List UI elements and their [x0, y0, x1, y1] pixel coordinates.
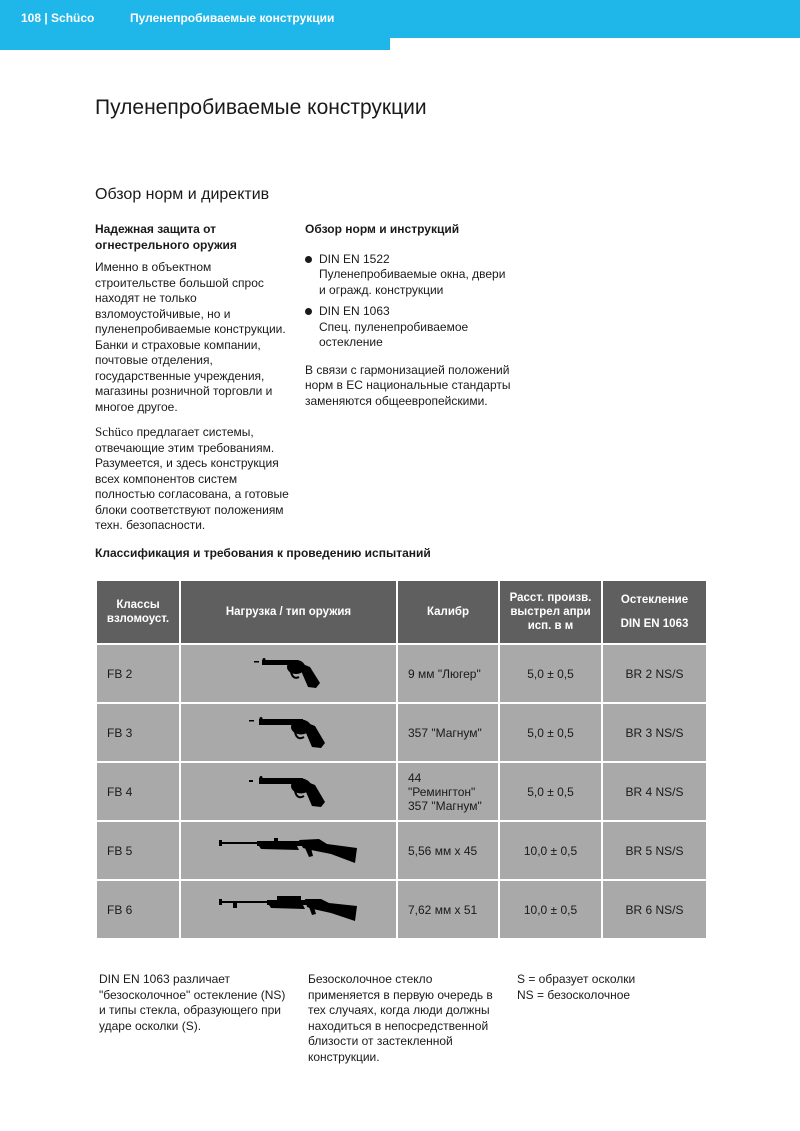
glazing-heading: Остекление — [620, 594, 689, 606]
column-header-distance: Расст. произв. выстрел апри исп. в м — [499, 580, 602, 644]
column-header-load: Нагрузка / тип оружия — [180, 580, 397, 644]
list-item — [305, 252, 515, 299]
weapon-cell — [180, 644, 397, 703]
distance-cell: 5,0 ± 0,5 — [499, 703, 602, 762]
weapon-cell — [180, 821, 397, 880]
magnum-revolver-icon — [249, 775, 329, 809]
glazing-cell: BR 5 NS/S — [602, 821, 707, 880]
left-paragraph-1: Именно в объектном строительстве большой спрос находят не только взломоустойчивые, но и пуленепробиваемые конструкции. Банки и страховые компании, почтовые отделения, государственные учреждения, магазины розничной торговли и многое другое. — [95, 260, 286, 414]
standard-description: Спец. пуленепробиваемое остекление — [319, 319, 469, 349]
table-row — [96, 821, 707, 880]
weapon-cell — [180, 703, 397, 762]
table-row — [96, 762, 707, 821]
table-row — [96, 703, 707, 762]
header-bar-extension — [390, 0, 800, 38]
caliber-cell — [397, 762, 499, 821]
caliber-cell — [397, 880, 499, 939]
right-column-heading: Обзор норм и инструкций — [305, 222, 460, 236]
classification-table — [95, 579, 708, 940]
revolver-icon — [254, 657, 324, 691]
glazing-cell: BR 2 NS/S — [602, 644, 707, 703]
footnote-usage: Безосколочное стекло применяется в первую очередь в тех случаях, когда люди должны находиться в непосредственной близости от застекленной конструкции. — [308, 972, 493, 1064]
caliber-text: 9 мм "Люгер" — [408, 666, 481, 681]
class-cell: FB 6 — [96, 880, 180, 939]
weapon-cell — [180, 880, 397, 939]
left-paragraph-2 — [95, 424, 295, 534]
caliber-text: 44 "Ремингтон" — [408, 770, 476, 799]
standard-code: DIN EN 1522 — [319, 251, 390, 266]
caliber-cell — [397, 644, 499, 703]
class-cell: FB 5 — [96, 821, 180, 880]
section-title: Обзор норм и директив — [95, 186, 270, 203]
distance-cell: 10,0 ± 0,5 — [499, 880, 602, 939]
page-title: Пуленепробиваемые конструкции — [95, 96, 427, 119]
class-cell: FB 4 — [96, 762, 180, 821]
legend-s: S = образует осколки — [517, 972, 636, 986]
weapon-cell — [180, 762, 397, 821]
distance-cell: 10,0 ± 0,5 — [499, 821, 602, 880]
glazing-cell: BR 6 NS/S — [602, 880, 707, 939]
left-column-heading: Надежная защита от огнестрельного оружия — [95, 222, 237, 252]
brand-name: Schüco — [95, 424, 134, 439]
legend-ns: NS = безосколочное — [517, 987, 631, 1002]
scoped-rifle-icon — [219, 895, 359, 925]
caliber-text-secondary: 357 "Магнум" — [408, 798, 482, 813]
distance-cell: 5,0 ± 0,5 — [499, 762, 602, 821]
bullet-icon — [305, 308, 312, 315]
standard-code: DIN EN 1063 — [319, 304, 390, 318]
list-item — [305, 304, 515, 351]
rifle-icon — [219, 836, 359, 866]
right-column — [305, 222, 515, 418]
legend — [517, 972, 707, 1003]
table-row — [96, 644, 707, 703]
running-header-title: Пуленепробиваемые конструкции — [130, 11, 335, 25]
glazing-cell: BR 3 NS/S — [602, 703, 707, 762]
footnote-classification: DIN EN 1063 различает "безосколочное" остекление (NS) и типы стекла, образующего при ударе осколки (S). — [99, 972, 286, 1033]
caliber-text: 7,62 мм х 51 — [408, 902, 478, 917]
caliber-cell — [397, 703, 499, 762]
table-row — [96, 880, 707, 939]
standards-list — [305, 252, 515, 351]
caliber-cell — [397, 821, 499, 880]
bullet-icon — [305, 256, 312, 263]
table-title: Классификация и требования к проведению испытаний — [95, 546, 431, 560]
column-header-class: Классы взломоуст. — [96, 580, 180, 644]
header-bar — [0, 0, 390, 50]
glazing-cell: BR 4 NS/S — [602, 762, 707, 821]
table-header-row — [96, 580, 707, 644]
standard-description: Пуленепробиваемые окна, двери и огражд. конструкции — [319, 267, 506, 297]
left-paragraph-2-text: предлагает системы, отвечающие этим требованиям. Разумеется, и здесь конструкция всех компонентов систем полностью согласована, а готовые блоки соответствуют положениям техн. безопасности. — [95, 425, 289, 532]
distance-cell: 5,0 ± 0,5 — [499, 644, 602, 703]
class-cell: FB 2 — [96, 644, 180, 703]
column-header-glazing — [602, 580, 707, 644]
magnum-revolver-icon — [249, 716, 329, 750]
glazing-standard: DIN EN 1063 — [620, 618, 689, 630]
caliber-text: 5,56 мм х 45 — [408, 843, 478, 858]
caliber-text: 357 "Магнум" — [408, 725, 482, 740]
class-cell: FB 3 — [96, 703, 180, 762]
left-column — [95, 222, 295, 543]
right-paragraph: В связи с гармонизацией положений норм в ЕС национальные стандарты заменяются общеевропейскими. — [305, 362, 511, 408]
page-number: 108 | Schüco — [21, 11, 95, 25]
column-header-caliber: Калибр — [397, 580, 499, 644]
